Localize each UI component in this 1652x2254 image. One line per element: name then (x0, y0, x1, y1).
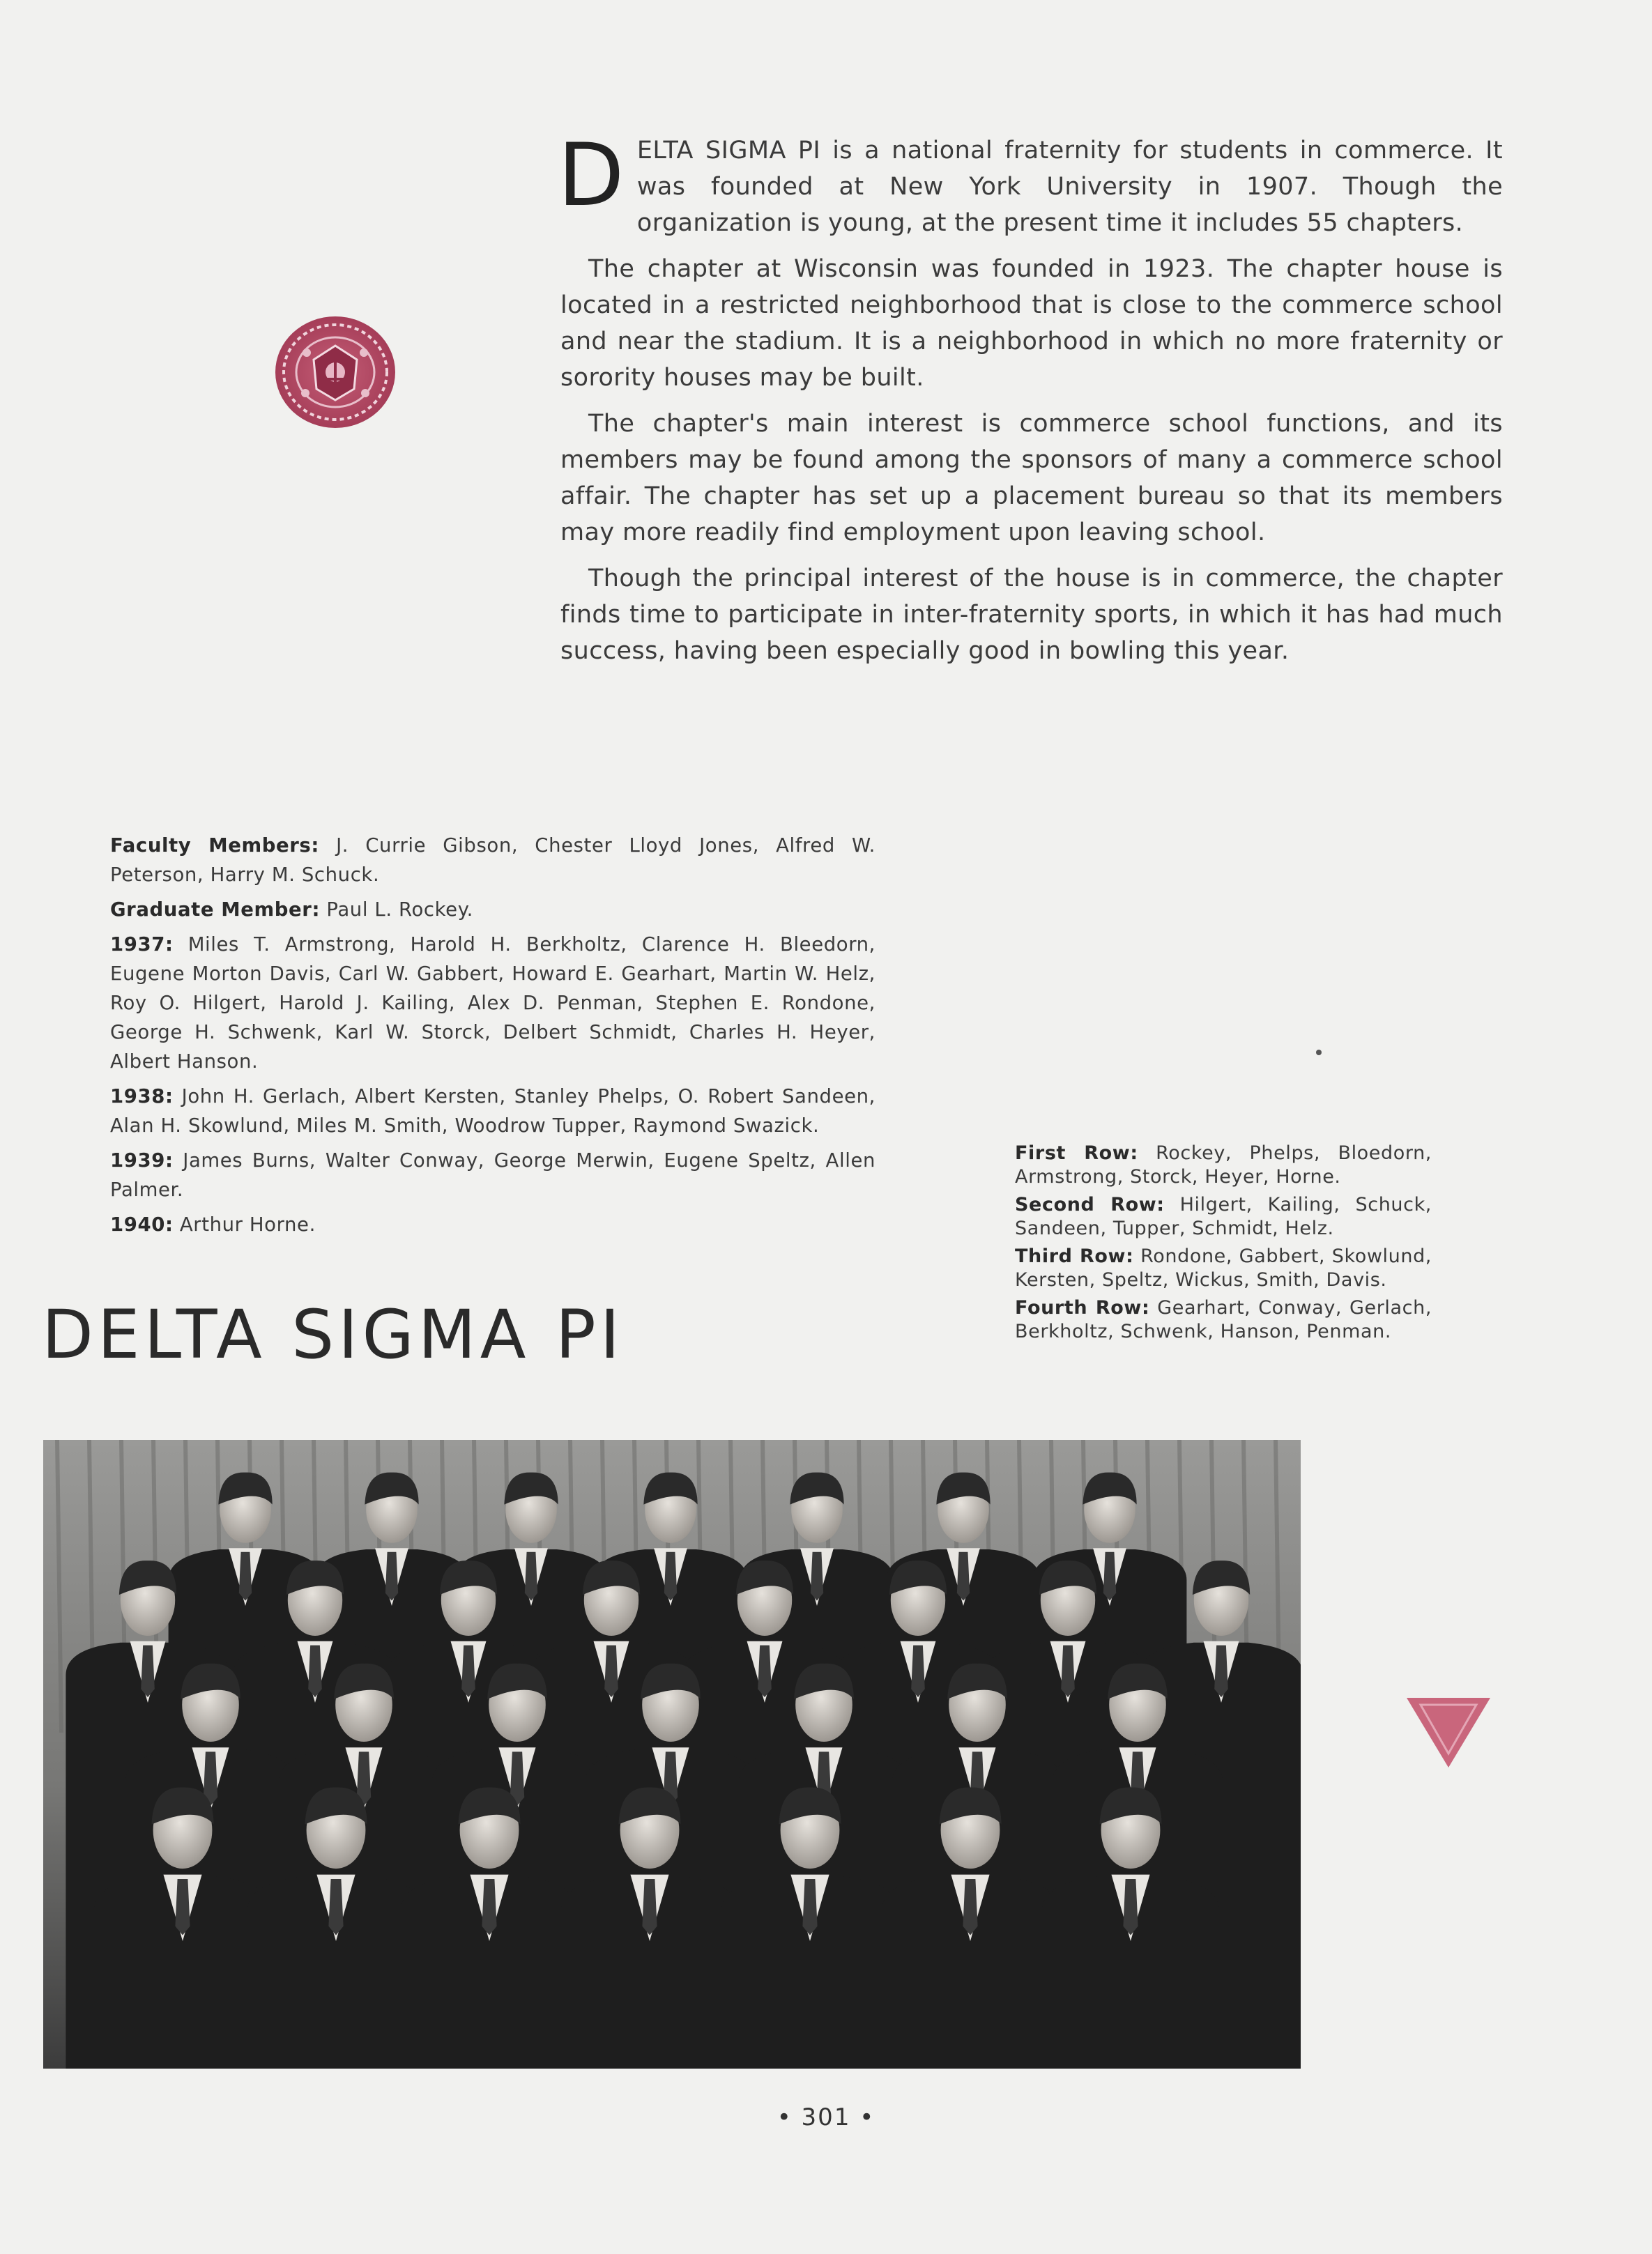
intro-paragraph-2: The chapter at Wisconsin was founded in 1923. The chapter house is located in a restricted neighborhood that is close to the commerce school and near the stadium. It is a neighborhood in which no more fraternity or sorority houses may be built. (560, 255, 1503, 392)
page-title: DELTA SIGMA PI (42, 1296, 625, 1374)
caption-row: Fourth Row: Gearhart, Conway, Gerlach, Berkholtz, Schwenk, Hanson, Penman. (1015, 1297, 1432, 1342)
member-roster (110, 831, 875, 1245)
roster-entry: 1939: James Burns, Walter Conway, George Merwin, Eugene Speltz, Allen Palmer. (110, 1149, 875, 1201)
roster-entry: 1938: John H. Gerlach, Albert Kersten, Stanley Phelps, O. Robert Sandeen, Alan H. Skowlund, Miles M. Smith, Woodrow Tupper, Raymond Swazick. (110, 1085, 876, 1137)
group-photo-illustration (43, 1440, 1301, 2069)
roster-entry: Graduate Member: Paul L. Rockey. (110, 898, 473, 921)
photo-caption (1015, 1142, 1432, 1348)
roster-entry: Faculty Members: J. Currie Gibson, Chester Lloyd Jones, Alfred W. Peterson, Harry M. Schuck. (110, 834, 876, 886)
page-number: • 301 • (777, 2103, 875, 2131)
caption-row: First Row: Rockey, Phelps, Bloedorn, Armstrong, Storck, Heyer, Horne. (1015, 1142, 1432, 1188)
intro-paragraph-3: The chapter's main interest is commerce school functions, and its members may be found among the sponsors of many a commerce school affair. The chapter has set up a placement bureau so that its members may more readily find employment upon leaving school. (560, 410, 1503, 546)
caption-row: Third Row: Rondone, Gabbert, Skowlund, Kersten, Speltz, Wickus, Smith, Davis. (1015, 1245, 1432, 1291)
ink-speck (1316, 1050, 1322, 1055)
triangle-icon (1405, 1696, 1492, 1769)
roster-entry: 1940: Arthur Horne. (110, 1213, 316, 1236)
drop-cap: D (558, 125, 625, 226)
group-photo (43, 1440, 1301, 2069)
caption-row: Second Row: Hilgert, Kailing, Schuck, Sandeen, Tupper, Schmidt, Helz. (1015, 1194, 1432, 1239)
roster-entry: 1937: Miles T. Armstrong, Harold H. Berkholtz, Clarence H. Bleedorn, Eugene Morton Davis, Carl W. Gabbert, Howard E. Gearhart, Martin W. Helz, Roy O. Hilgert, Harold J. Kailing, Alex D. Penman, Stephen E. Rondone, George H. Schwenk, Karl W. Storck, Delbert Schmidt, Charles H. Heyer, Albert Hanson. (110, 933, 875, 1073)
intro-paragraph-1: DELTA SIGMA PI is a national fraternity for students in commerce. It was founded at New York University in 1907. Though the organization is young, at the present time it includes 55 chapters. (558, 125, 1503, 237)
intro-paragraph-4: Though the principal interest of the house is in commerce, the chapter finds time to participate in inter-fraternity sports, in which it has had much success, having been especially good in bowling this year. (560, 565, 1503, 665)
intro-text (558, 125, 1503, 679)
crest-seal-icon (272, 311, 399, 429)
